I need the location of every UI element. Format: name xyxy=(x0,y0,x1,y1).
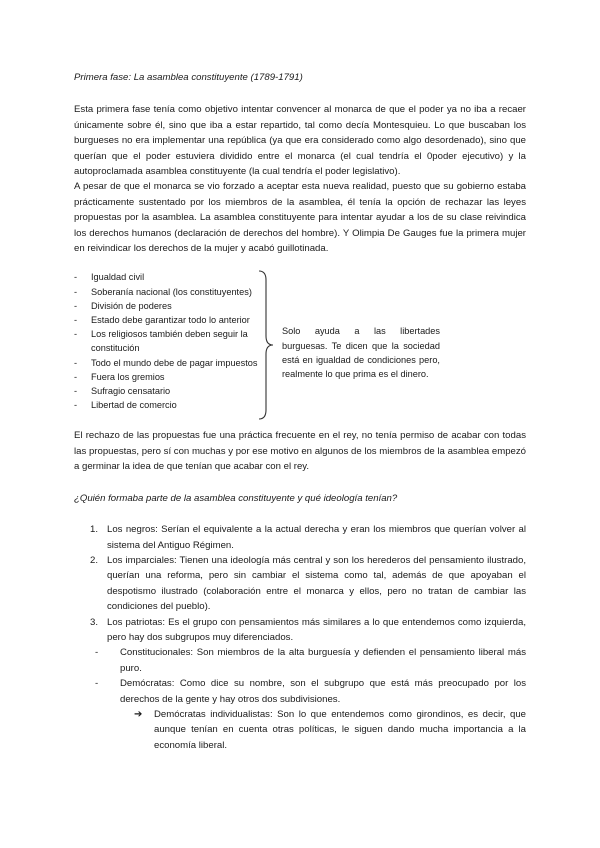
group-text: Los imparciales: Tienen una ideología más central y son los herederos del pensamiento ilustrado, querían una reforma, pero sin cambiar el sistema como tal, además de que apoyaban el despotismo ilustrado (colaboración entre el monarca y ellos, pero no tratan de cambiar las condiciones del pueblo). xyxy=(107,554,526,613)
demand-item: - División de poderes xyxy=(74,299,279,313)
demand-item: - Los religiosos también deben seguir la constitución xyxy=(74,327,279,355)
subgroup-item-democratas xyxy=(74,676,526,707)
demand-item: - Libertad de comercio xyxy=(74,398,279,412)
list-number: 2. xyxy=(90,554,99,566)
subgroups-list xyxy=(74,645,526,707)
section-heading-question: ¿Quién formaba parte de la asamblea constituyente y qué ideología tenían? xyxy=(74,492,398,504)
demand-item: - Todo el mundo debe de pagar impuestos xyxy=(74,356,279,370)
list-dash: - xyxy=(95,678,99,690)
paragraph-rechazo: El rechazo de las propuestas fue una práctica frecuente en el rey, no tenía permiso de acabar con todas las propuestas, pero sí con muchas y por ese motivo en algunos de los miembros de la asamblea empezó a germinar la idea de que tenían que acabar con el rey. xyxy=(74,430,526,473)
paragraph-monarca: A pesar de que el monarca se vio forzado a aceptar esta nueva realidad, puesto que su gobierno estaba prácticamente sustentado por los miembros de la asamblea, él tenía la opción de rechazar las leyes propuestas por la asamblea. La asamblea constituyente para intentar ayudar a los de su clase reivindica los derechos humanos (declaración de derechos del hombre). Y Olimpia De Gauges fue la primera mujer en reivindicar los derechos de la mujer y acabó guillotinada. xyxy=(74,181,526,255)
brace-note: Solo ayuda a las libertades burguesas. Te dicen que la sociedad está en igualdad de condiciones pero, realmente lo que prima es el dinero. xyxy=(282,326,440,380)
group-item-negros xyxy=(74,522,526,553)
section-heading-primera-fase: Primera fase: La asamblea constituyente (1789-1791) xyxy=(74,72,303,83)
subgroup-text: Demócratas: Como dice su nombre, son el subgrupo que está más preocupado por los derechos de la gente y hay otros dos subdivisiones. xyxy=(120,678,526,705)
arrow-right-icon: ➔ xyxy=(134,708,143,720)
group-item-imparciales xyxy=(74,553,526,615)
subdivision-item-individualistas xyxy=(120,707,526,753)
paragraph-intro: Esta primera fase tenía como objetivo intentar convencer al monarca de que el poder ya no iba a recaer únicamente sobre él, sino que iba a estar repartido, tal como decía Montesquieu. Lo que buscaban los burgueses no era implementar una república (ya que era considerado como algo desordenado), sino que querían que el poder estuviera dividido entre el monarca (el cual tendría el 0poder ejecutivo) y la autoproclamada asamblea constituyente (la cual tendría el poder legislativo). xyxy=(74,104,526,178)
subgroup-text: Constitucionales: Son miembros de la alta burguesía y defienden el pensamiento liberal más puro. xyxy=(120,647,526,674)
group-item-patriotas xyxy=(74,615,526,646)
list-number: 1. xyxy=(90,524,99,536)
demand-item: - Sufragio censatario xyxy=(74,384,279,398)
right-brace-icon xyxy=(257,270,275,420)
group-text: Los negros: Serían el equivalente a la actual derecha y eran los miembros que querían volver al sistema del Antiguo Régimen. xyxy=(107,524,526,551)
list-number: 3. xyxy=(90,616,99,628)
groups-list xyxy=(74,522,526,645)
subgroup-item-constitucionales xyxy=(74,645,526,676)
group-text: Los patriotas: Es el grupo con pensamientos más similares a lo que entendemos como izquierda, pero hay dos subgrupos muy diferenciados. xyxy=(107,616,526,643)
demand-item: - Igualdad civil xyxy=(74,270,279,284)
demand-item: - Fuera los gremios xyxy=(74,370,279,384)
demands-list xyxy=(74,270,279,412)
subdivision-text: Demócratas individualistas: Son lo que entendemos como girondinos, es decir, que aunque tenían en cuenta otras políticas, le siguen dando mucha importancia a la economía liberal. xyxy=(154,708,526,751)
list-dash: - xyxy=(95,647,99,659)
demand-item: - Soberanía nacional (los constituyentes) xyxy=(74,285,279,299)
document-page xyxy=(74,70,526,753)
demands-block xyxy=(74,270,526,428)
demand-item: - Estado debe garantizar todo lo anterior xyxy=(74,313,279,327)
democratas-subdivisions-list xyxy=(120,707,526,753)
